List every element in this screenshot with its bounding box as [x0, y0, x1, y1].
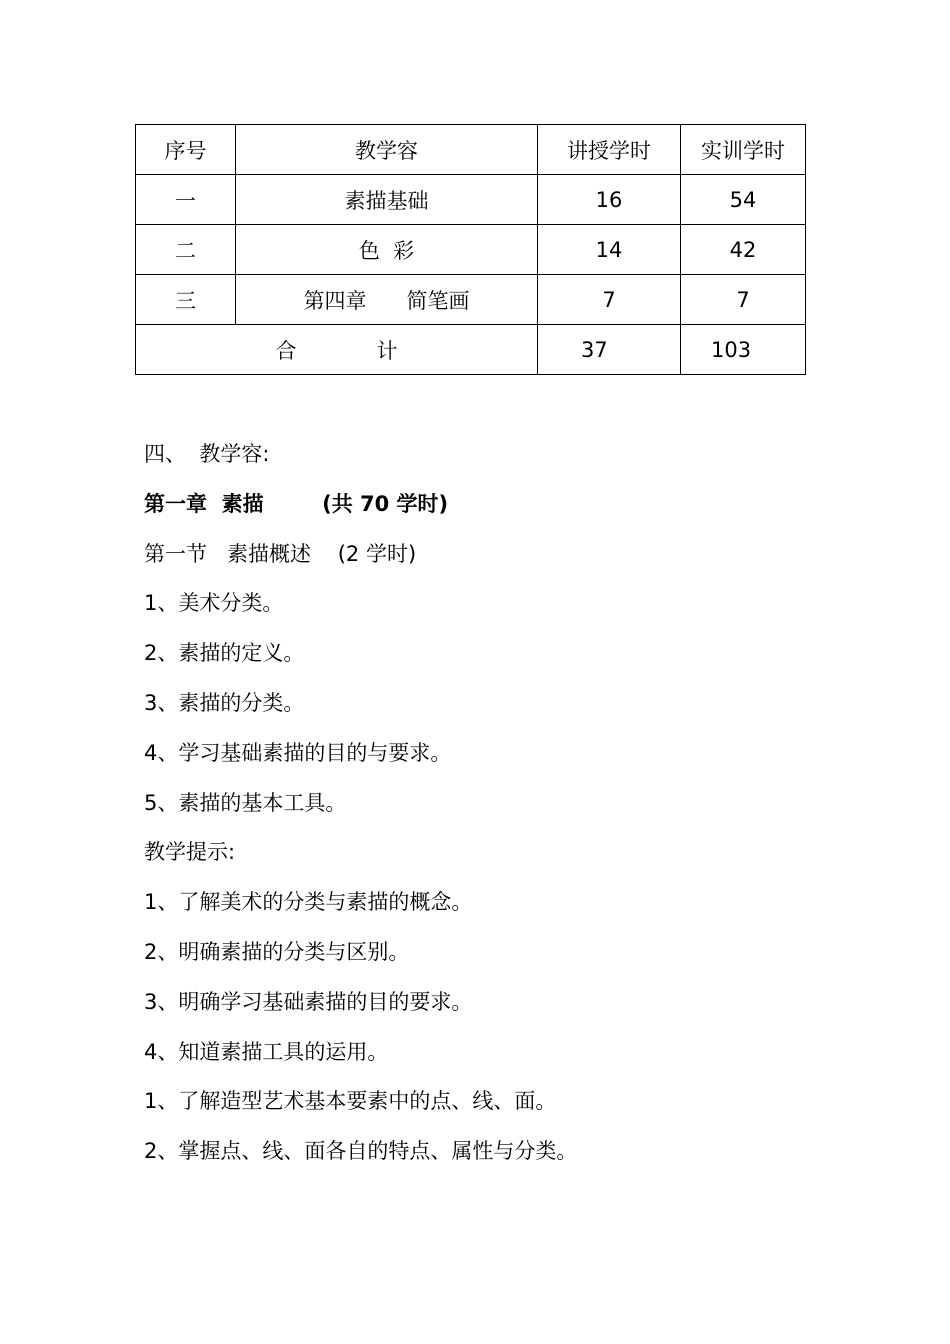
tip-item: 1、了解美术的分类与素描的概念。 [144, 890, 473, 915]
teaching-hours-table [135, 124, 806, 375]
table-row [136, 275, 806, 325]
table-row [136, 175, 806, 225]
list-item: 3、素描的分类。 [144, 690, 305, 715]
total-practice-hours: 103 [681, 325, 806, 375]
row-number: 三 [136, 275, 236, 325]
tip-item: 1、了解造型艺术基本要素中的点、线、面。 [144, 1089, 557, 1114]
row-practice-hours: 54 [681, 175, 806, 225]
header-content: 教学容 [236, 125, 538, 175]
tip-item: 2、掌握点、线、面各自的特点、属性与分类。 [144, 1139, 578, 1164]
tip-item: 3、明确学习基础素描的目的要求。 [144, 989, 473, 1014]
section-title: 第一节 素描概述 (2 学时) [144, 541, 417, 566]
total-label: 合 计 [136, 325, 538, 375]
table-total-row [136, 325, 806, 375]
row-lecture-hours: 7 [538, 275, 681, 325]
list-item: 5、素描的基本工具。 [144, 790, 347, 815]
row-number: 二 [136, 225, 236, 275]
row-content: 素描基础 [236, 175, 538, 225]
tip-item: 4、知道素描工具的运用。 [144, 1039, 389, 1064]
row-lecture-hours: 14 [538, 225, 681, 275]
list-item: 1、美术分类。 [144, 591, 284, 616]
total-lecture-hours: 37 [538, 325, 681, 375]
tips-heading: 教学提示: [144, 840, 236, 865]
table-header-row [136, 125, 806, 175]
row-content: 第四章 简笔画 [236, 275, 538, 325]
row-practice-hours: 42 [681, 225, 806, 275]
row-lecture-hours: 16 [538, 175, 681, 225]
teaching-content [144, 430, 844, 1177]
row-practice-hours: 7 [681, 275, 806, 325]
row-content: 色 彩 [236, 225, 538, 275]
tip-item: 2、明确素描的分类与区别。 [144, 939, 410, 964]
header-lecture-hours: 讲授学时 [538, 125, 681, 175]
list-item: 4、学习基础素描的目的与要求。 [144, 740, 452, 765]
section-heading: 四、 教学容: [144, 442, 270, 466]
row-number: 一 [136, 175, 236, 225]
header-practice-hours: 实训学时 [681, 125, 806, 175]
header-number: 序号 [136, 125, 236, 175]
table-row [136, 225, 806, 275]
list-item: 2、素描的定义。 [144, 641, 305, 666]
chapter-heading: 第一章 素描 (共 70 学时) [144, 491, 449, 516]
